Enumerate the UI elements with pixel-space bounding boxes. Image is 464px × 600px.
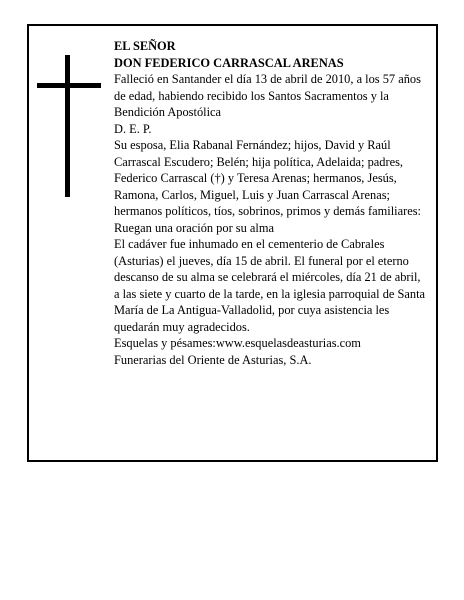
funeral-info: El cadáver fue inhumado en el cementerio de Cabrales (Asturias) el jueves, día 15 de abril. El funeral por el eterno descanso de su alma se celebrará el miércoles, día 21 de abril, a las siete y cuarto de la tarde, en la iglesia parroquial de Santa María de La Antigua-Valladolid, por cuya asistencia les quedarán muy agradecidos. xyxy=(114,237,426,334)
death-info: Falleció en Santander el día 13 de abril de 2010, a los 57 años de edad, habiendo recibido los Santos Sacramentos y la Bendición Apostólica xyxy=(114,72,421,119)
prayer-request: Ruegan una oración por su alma xyxy=(114,220,274,235)
family-list: Su esposa, Elia Rabanal Fernández; hijos, David y Raúl Carrascal Escudero; Belén; hija política, Adelaida; padres, Federico Carrascal (†) y Teresa Arenas; hermanos, Jesús, Ramona, Carlos, Miguel, Luis y Juan Carrascal Arenas; hermanos políticos, tíos, sobrinos, primos y demás familiares: xyxy=(114,138,421,218)
heading-title: EL SEÑOR xyxy=(114,39,176,53)
obituary-text xyxy=(114,38,428,368)
rip-text: D. E. P. xyxy=(114,121,152,136)
cross-horizontal-bar xyxy=(37,83,101,88)
latin-cross-icon xyxy=(37,55,101,197)
deceased-name: DON FEDERICO CARRASCAL ARENAS xyxy=(114,55,344,70)
condolences-line: Esquelas y pésames:www.esquelasdeasturias.com xyxy=(114,336,361,350)
funeral-home: Funerarias del Oriente de Asturias, S.A. xyxy=(114,352,312,367)
cross-vertical-bar xyxy=(65,55,70,197)
